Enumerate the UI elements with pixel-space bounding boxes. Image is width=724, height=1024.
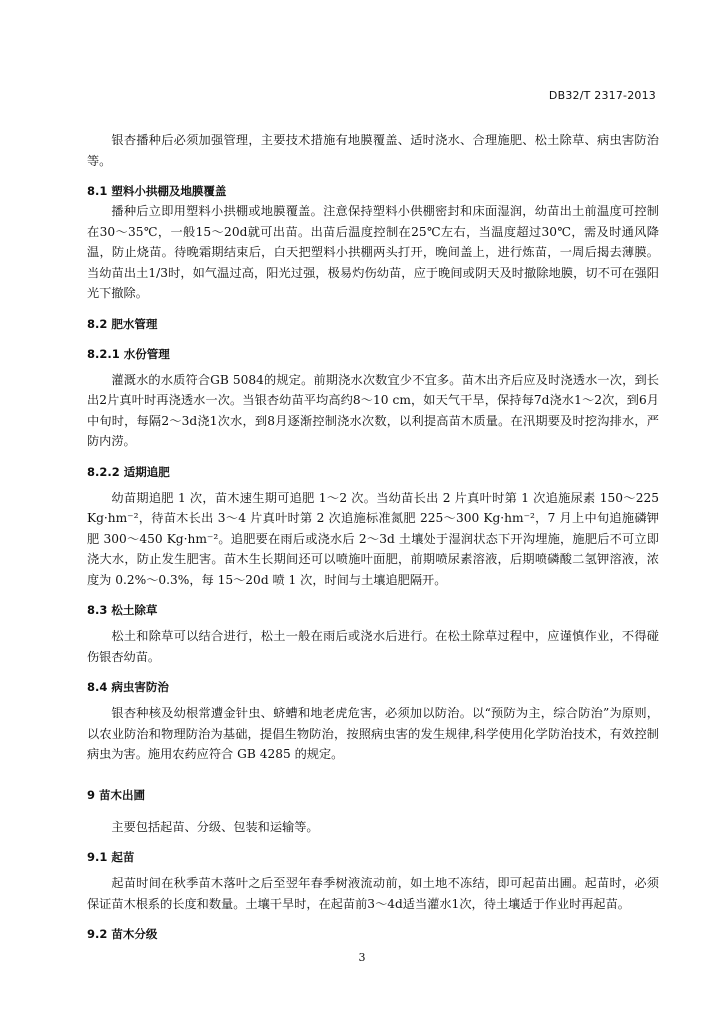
paragraph-9: 主要包括起苗、分级、包装和运输等。 [111, 819, 319, 834]
standard-code-header: DB32/T 2317-2013 [548, 89, 656, 102]
section-heading-8-3: 8.3 松土除草 [87, 603, 158, 617]
page-number: 3 [358, 951, 366, 964]
paragraph-8-4: 银杏种核及幼根常遭金针虫、蛴螬和地老虎危害，必须加以防治。以“预防为主，综合防治”为原则，以农业防治和物理防治为基础，提倡生物防治，按照病虫害的发生规律,科学使用化学防治技术，有效控制病虫为害。施用农药应符合 GB 4285 的规定。 [87, 706, 659, 761]
section-heading-9: 9 苗木出圃 [87, 787, 146, 802]
section-heading-8-2-1: 8.2.1 水份管理 [87, 346, 170, 361]
paragraph-8-2-1: 灌溉水的水质符合GB 5084的规定。前期浇水次数宜少不宜多。苗木出齐后应及时浇透水一次，到长出2片真叶时再浇透水一次。当银杏幼苗平均高约8～10 cm，如天气干旱，保持每7d浇水1～2次，到6月中旬时，每隔2～3d浇1次水，到8月逐渐控制浇水次数，以利提高苗木质量。在汛期要及时挖沟排水，严防内涝。 [87, 372, 659, 448]
intro-paragraph: 银杏播种后必须加强管理，主要技术措施有地膜覆盖、适时浇水、合理施肥、松土除草、病虫害防治等。 [87, 133, 659, 168]
paragraph-9-1: 起苗时间在秋季苗木落叶之后至翌年春季树液流动前，如土地不冻结，即可起苗出圃。起苗时，必须保证苗木根系的长度和数量。土壤干旱时，在起苗前3～4d适当灌水1次，待土壤适于作业时再起苗。 [87, 876, 659, 911]
section-heading-8-4: 8.4 病虫害防治 [87, 680, 169, 694]
section-heading-8-1: 8.1 塑料小拱棚及地膜覆盖 [87, 184, 227, 198]
section-heading-9-2: 9.2 苗木分级 [87, 927, 158, 941]
paragraph-8-3: 松土和除草可以结合进行，松土一般在雨后或浇水后进行。在松土除草过程中，应谨慎作业，不得碰伤银杏幼苗。 [87, 629, 659, 664]
section-heading-8-2: 8.2 肥水管理 [87, 316, 158, 331]
section-heading-8-2-2: 8.2.2 适期追肥 [87, 464, 170, 479]
document-body [87, 130, 659, 944]
paragraph-8-2-2: 幼苗期追肥 1 次，苗木速生期可追肥 1～2 次。当幼苗长出 2 片真叶时第 1 次追施尿素 150～225 Kg·hm⁻²，待苗木长出 3～4 片真叶时第 2 次追施标准氮肥 225～300 Kg·hm⁻²，7 月上中旬追施磷钾肥 300～450 Kg·hm⁻²。追肥要在雨后或浇水后 2～3d 土壤处于湿润状态下开沟埋施，施肥后不可立即浇大水，防止发生肥害。苗木生长期间还可以喷施叶面肥，前期喷尿素溶液，后期喷磷酸二氢钾溶液，浓度为 0.2%～0.3%，每 15～20d 喷 1 次，时间与土壤追肥隔开。 [87, 490, 659, 587]
paragraph-8-1: 播种后立即用塑料小拱棚或地膜覆盖。注意保持塑料小供棚密封和床面湿润，幼苗出土前温度可控制在30～35℃，一般15～20d就可出苗。出苗后温度控制在25℃左右，当温度超过30℃，需及时通风降温，防止烧苗。待晚霜期结束后，白天把塑料小拱棚两头打开，晚间盖上，进行炼苗，一周后揭去薄膜。当幼苗出土1/3时，如气温过高，阳光过强，极易灼伤幼苗，应于晚间或阴天及时撤除地膜，切不可在强阳光下撤除。 [87, 204, 659, 300]
section-heading-9-1: 9.1 起苗 [87, 850, 135, 864]
